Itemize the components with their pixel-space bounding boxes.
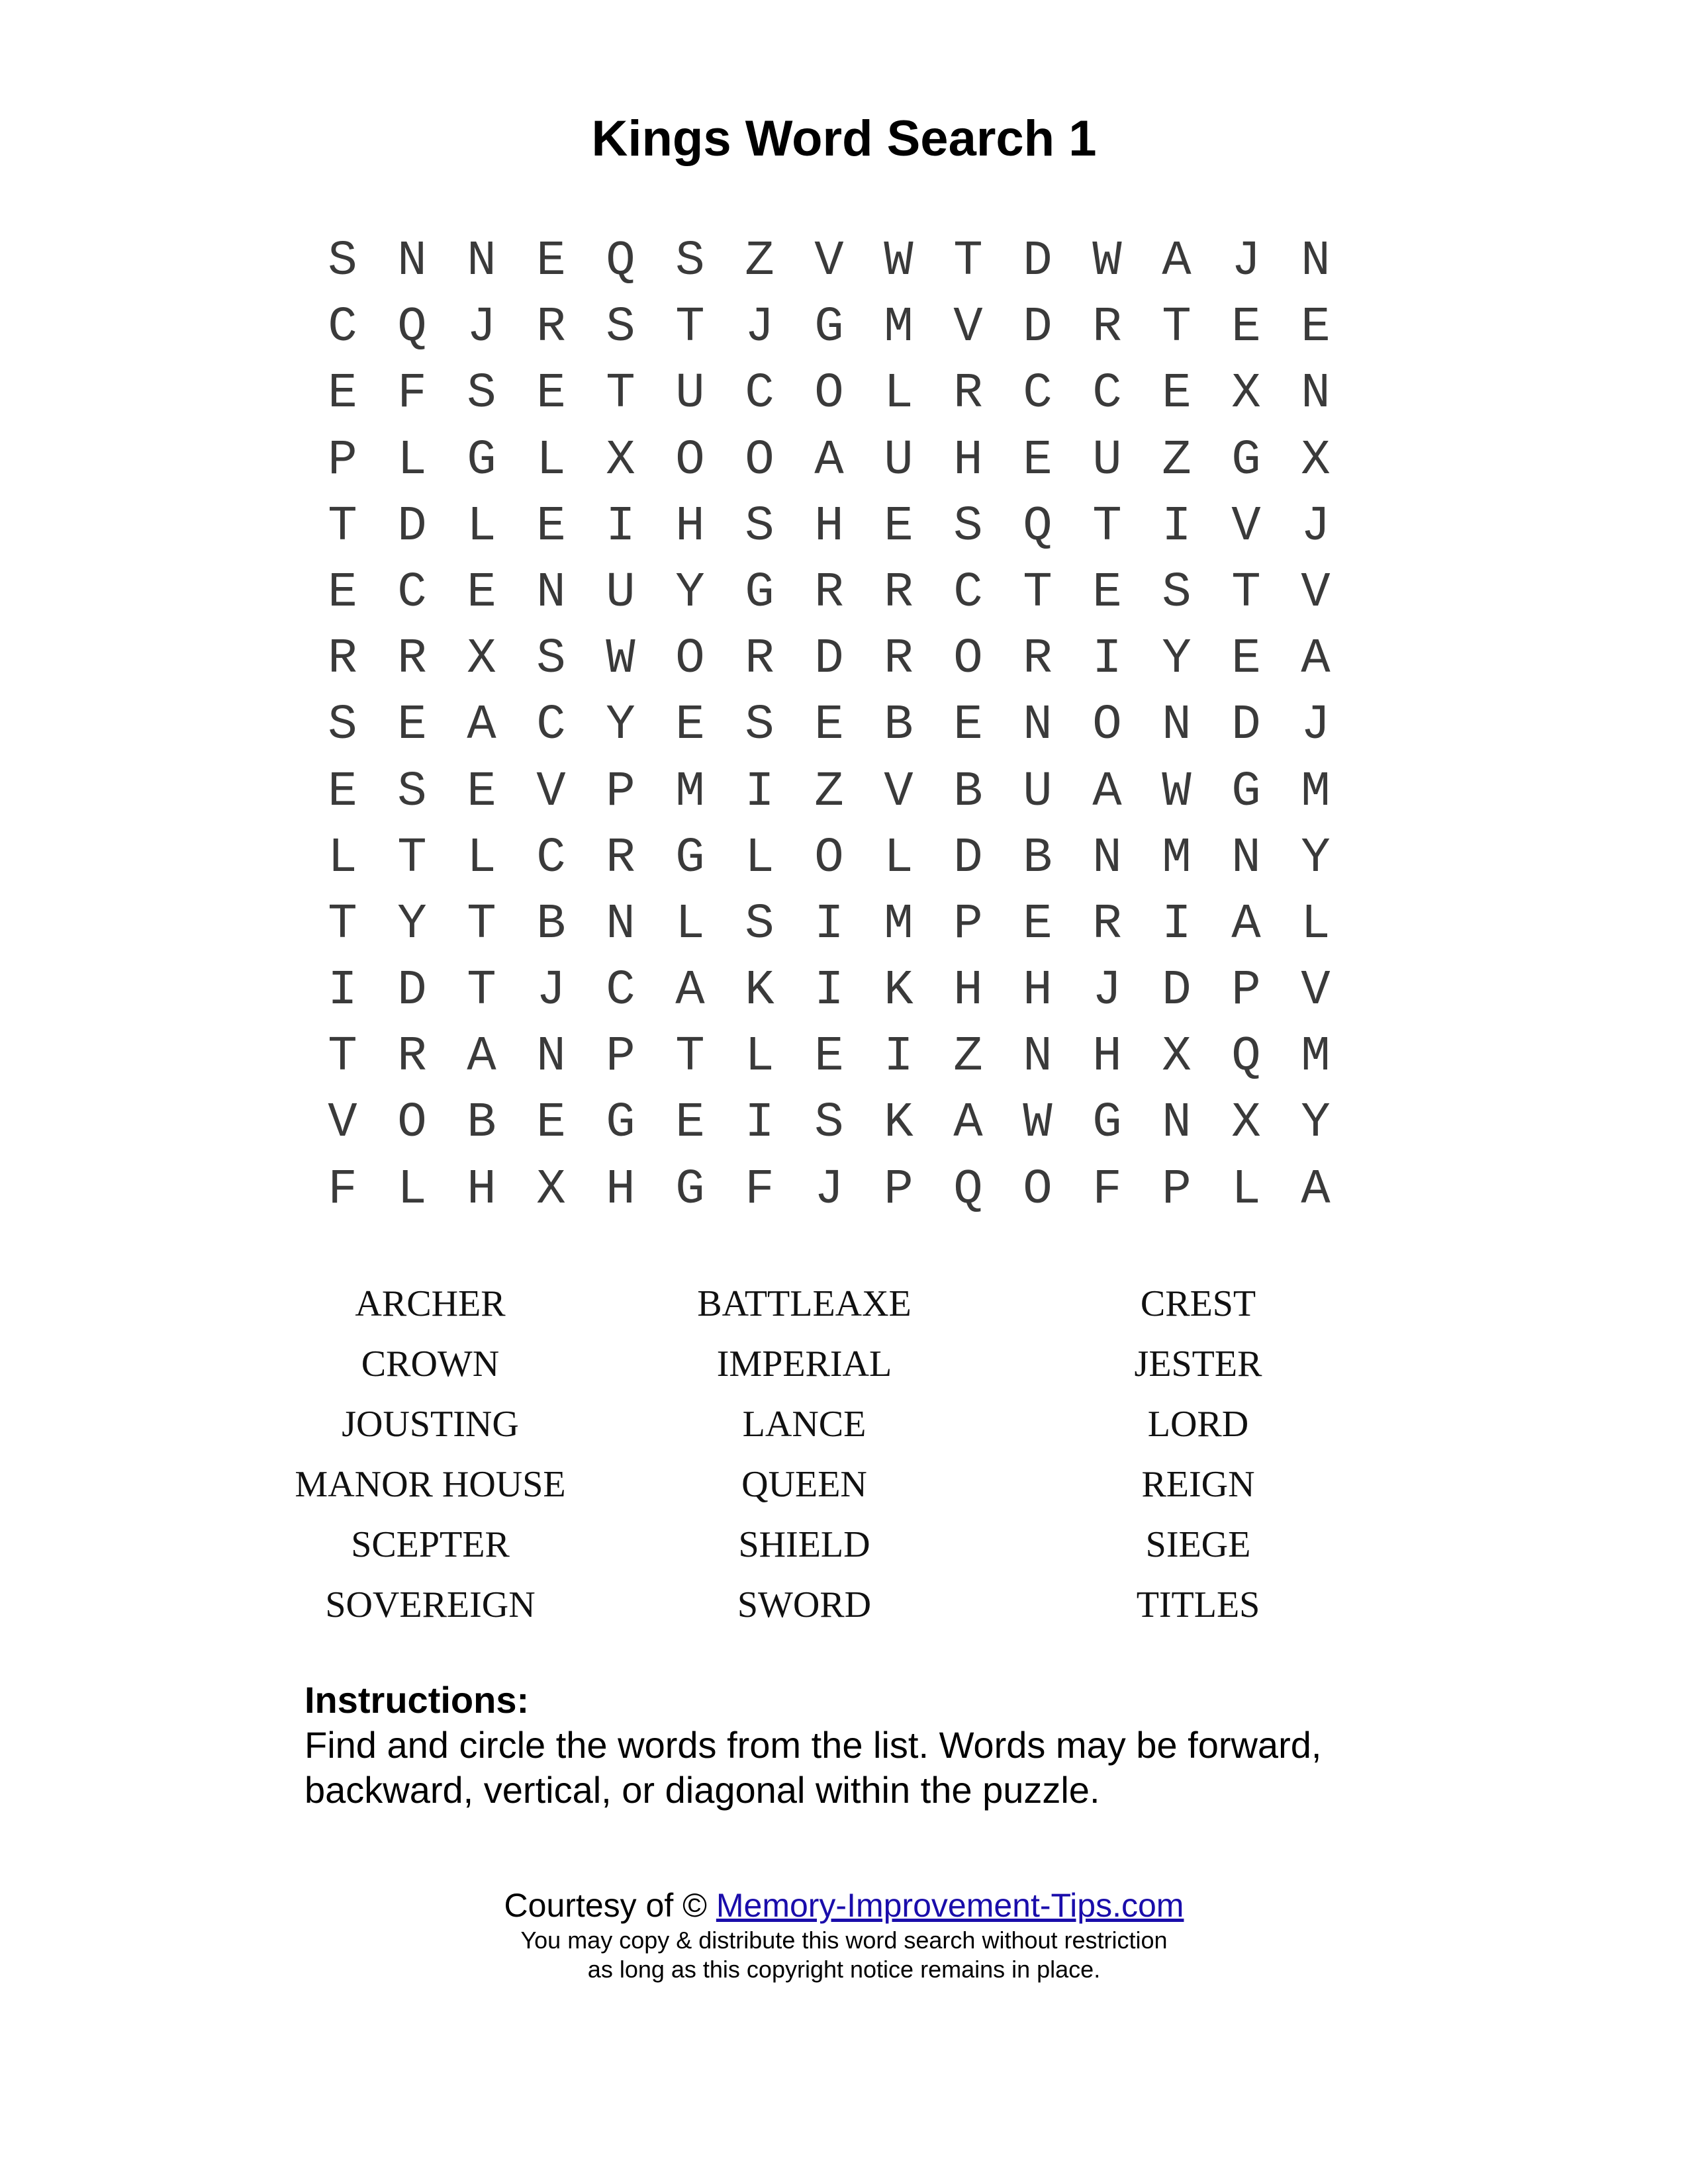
- grid-letter[interactable]: F: [745, 1161, 774, 1218]
- grid-letter[interactable]: U: [675, 366, 705, 422]
- grid-letter[interactable]: T: [953, 234, 983, 289]
- grid-letter[interactable]: T: [606, 366, 635, 422]
- grid-letter[interactable]: O: [814, 366, 844, 422]
- grid-letter[interactable]: M: [884, 896, 914, 952]
- grid-letter[interactable]: B: [467, 1095, 496, 1152]
- grid-letter[interactable]: E: [1023, 896, 1053, 952]
- grid-letter[interactable]: P: [1162, 1161, 1192, 1218]
- grid-letter[interactable]: N: [1301, 234, 1331, 289]
- grid-letter[interactable]: Z: [1162, 432, 1192, 488]
- grid-letter[interactable]: P: [884, 1161, 914, 1218]
- grid-letter[interactable]: E: [1162, 366, 1192, 422]
- word-list-item: QUEEN: [741, 1464, 867, 1505]
- grid-letter[interactable]: T: [467, 896, 496, 952]
- grid-letter[interactable]: C: [536, 830, 566, 886]
- grid-letter[interactable]: G: [1231, 764, 1261, 820]
- grid-letter[interactable]: E: [536, 1095, 566, 1152]
- grid-letter[interactable]: Z: [745, 234, 774, 289]
- grid-letter[interactable]: P: [328, 432, 357, 488]
- grid-letter[interactable]: S: [1162, 565, 1192, 621]
- grid-letter[interactable]: O: [953, 631, 983, 688]
- grid-letter[interactable]: W: [884, 234, 914, 289]
- grid-letter[interactable]: I: [814, 896, 844, 952]
- grid-letter[interactable]: V: [953, 300, 983, 356]
- grid-letter[interactable]: I: [814, 963, 844, 1019]
- instructions-heading: Instructions:: [305, 1679, 530, 1721]
- grid-letter[interactable]: J: [745, 300, 774, 356]
- grid-letter[interactable]: A: [1301, 631, 1331, 688]
- word-search-grid: [308, 228, 1350, 1223]
- word-list-item: SIEGE: [1145, 1524, 1251, 1565]
- grid-letter[interactable]: V: [1301, 565, 1331, 621]
- word-list-item: BATTLEAXE: [697, 1283, 912, 1324]
- word-list-item: SCEPTER: [351, 1524, 510, 1565]
- grid-letter[interactable]: L: [467, 498, 496, 555]
- grid-letter[interactable]: H: [1092, 1029, 1122, 1085]
- grid-letter[interactable]: E: [1231, 631, 1261, 688]
- grid-letter[interactable]: Y: [1301, 830, 1331, 886]
- grid-letter[interactable]: B: [536, 896, 566, 952]
- grid-letter[interactable]: X: [536, 1161, 566, 1218]
- grid-letter[interactable]: I: [1092, 631, 1122, 688]
- courtesy-line: [0, 1885, 1688, 1926]
- grid-letter[interactable]: A: [1301, 1161, 1331, 1218]
- word-list: [265, 1274, 1383, 1635]
- grid-letter[interactable]: R: [745, 631, 774, 688]
- grid-letter[interactable]: S: [745, 896, 774, 952]
- grid-letter[interactable]: D: [814, 631, 844, 688]
- grid-letter[interactable]: T: [1162, 300, 1192, 356]
- grid-letter[interactable]: Q: [1023, 498, 1053, 555]
- grid-letter[interactable]: S: [467, 366, 496, 422]
- grid-letter[interactable]: Y: [606, 698, 635, 754]
- grid-letter[interactable]: N: [536, 1029, 566, 1085]
- grid-letter[interactable]: R: [606, 830, 635, 886]
- word-list-item: TITLES: [1136, 1584, 1260, 1625]
- grid-letter[interactable]: R: [884, 631, 914, 688]
- grid-letter[interactable]: I: [1162, 896, 1192, 952]
- word-list-item: SWORD: [737, 1584, 872, 1625]
- grid-letter[interactable]: M: [884, 300, 914, 356]
- grid-letter[interactable]: L: [467, 830, 496, 886]
- grid-letter[interactable]: Y: [675, 565, 705, 621]
- grid-letter[interactable]: K: [745, 963, 774, 1019]
- grid-letter[interactable]: Y: [1162, 631, 1192, 688]
- grid-letter[interactable]: J: [536, 963, 566, 1019]
- grid-letter[interactable]: U: [1023, 764, 1053, 820]
- grid-letter[interactable]: G: [675, 830, 705, 886]
- grid-letter[interactable]: J: [467, 300, 496, 356]
- word-list-item: SOVEREIGN: [325, 1584, 536, 1625]
- word-list-item: MANOR HOUSE: [295, 1464, 566, 1505]
- word-list-item: CROWN: [361, 1343, 500, 1385]
- grid-letter[interactable]: N: [1162, 698, 1192, 754]
- grid-letter[interactable]: L: [397, 432, 427, 488]
- grid-letter[interactable]: O: [1023, 1161, 1053, 1218]
- grid-letter[interactable]: A: [1162, 234, 1192, 289]
- grid-letter[interactable]: K: [884, 1095, 914, 1152]
- grid-letter[interactable]: O: [675, 432, 705, 488]
- grid-letter[interactable]: M: [1162, 830, 1192, 886]
- grid-letter[interactable]: R: [953, 366, 983, 422]
- grid-letter[interactable]: I: [1162, 498, 1192, 555]
- grid-letter[interactable]: T: [1092, 498, 1122, 555]
- grid-letter[interactable]: G: [675, 1161, 705, 1218]
- grid-letter[interactable]: G: [1231, 432, 1261, 488]
- instructions-body: Find and circle the words from the list. Words may be forward, backward, vertical, or diagonal within the puzzle.: [305, 1724, 1322, 1811]
- grid-letter[interactable]: J: [1301, 498, 1331, 555]
- grid-letter[interactable]: Q: [397, 300, 427, 356]
- grid-letter[interactable]: N: [397, 234, 427, 289]
- grid-letter[interactable]: N: [1023, 1029, 1053, 1085]
- grid-letter[interactable]: U: [606, 565, 635, 621]
- grid-letter[interactable]: L: [675, 896, 705, 952]
- grid-letter[interactable]: C: [1023, 366, 1053, 422]
- word-list-item: REIGN: [1141, 1464, 1255, 1505]
- grid-letter[interactable]: L: [745, 1029, 774, 1085]
- grid-letter[interactable]: R: [536, 300, 566, 356]
- grid-letter[interactable]: E: [814, 698, 844, 754]
- word-list-item: LANCE: [742, 1404, 867, 1445]
- grid-letter[interactable]: D: [1231, 698, 1261, 754]
- grid-letter[interactable]: X: [1231, 1095, 1261, 1152]
- grid-letter[interactable]: E: [467, 764, 496, 820]
- copyright-notice-line-1: You may copy & distribute this word search without restriction: [520, 1927, 1168, 1954]
- word-list-item: JESTER: [1134, 1343, 1262, 1385]
- grid-letter[interactable]: X: [606, 432, 635, 488]
- grid-letter[interactable]: H: [953, 963, 983, 1019]
- grid-letter[interactable]: I: [606, 498, 635, 555]
- grid-letter[interactable]: P: [1231, 963, 1261, 1019]
- grid-letter[interactable]: I: [328, 963, 357, 1019]
- grid-letter[interactable]: A: [467, 698, 496, 754]
- grid-letter[interactable]: T: [675, 300, 705, 356]
- grid-letter[interactable]: C: [1092, 366, 1122, 422]
- grid-letter[interactable]: N: [1301, 366, 1331, 422]
- grid-letter[interactable]: Q: [606, 234, 635, 289]
- grid-letter[interactable]: E: [328, 565, 357, 621]
- grid-letter[interactable]: D: [1023, 234, 1053, 289]
- grid-letter[interactable]: X: [1231, 366, 1261, 422]
- grid-letter[interactable]: E: [675, 698, 705, 754]
- grid-letter[interactable]: N: [606, 896, 635, 952]
- grid-letter[interactable]: N: [467, 234, 496, 289]
- grid-letter[interactable]: B: [884, 698, 914, 754]
- grid-letter[interactable]: E: [884, 498, 914, 555]
- grid-letter[interactable]: R: [884, 565, 914, 621]
- grid-letter[interactable]: W: [1162, 764, 1192, 820]
- grid-letter[interactable]: I: [884, 1029, 914, 1085]
- grid-letter[interactable]: D: [397, 963, 427, 1019]
- grid-letter[interactable]: M: [675, 764, 705, 820]
- grid-letter[interactable]: L: [1301, 896, 1331, 952]
- grid-letter[interactable]: E: [397, 698, 427, 754]
- grid-letter[interactable]: E: [1092, 565, 1122, 621]
- grid-letter[interactable]: O: [397, 1095, 427, 1152]
- grid-letter[interactable]: T: [1231, 565, 1261, 621]
- grid-letter[interactable]: W: [606, 631, 635, 688]
- page-title: Kings Word Search 1: [591, 111, 1097, 167]
- grid-letter[interactable]: C: [328, 300, 357, 356]
- grid-letter[interactable]: J: [1301, 698, 1331, 754]
- grid-letter[interactable]: S: [606, 300, 635, 356]
- grid-letter[interactable]: N: [1023, 698, 1053, 754]
- copyright-notice-line-2: as long as this copyright notice remains in place.: [587, 1956, 1101, 1983]
- grid-letter[interactable]: H: [814, 498, 844, 555]
- grid-letter[interactable]: H: [467, 1161, 496, 1218]
- grid-letter[interactable]: S: [397, 764, 427, 820]
- word-list-item: IMPERIAL: [716, 1343, 892, 1385]
- grid-letter[interactable]: F: [328, 1161, 357, 1218]
- grid-letter[interactable]: R: [328, 631, 357, 688]
- grid-letter[interactable]: Z: [814, 764, 844, 820]
- grid-letter[interactable]: E: [467, 565, 496, 621]
- grid-letter[interactable]: V: [884, 764, 914, 820]
- grid-letter[interactable]: T: [328, 896, 357, 952]
- grid-letter[interactable]: L: [1231, 1161, 1261, 1218]
- grid-letter[interactable]: M: [1301, 764, 1331, 820]
- grid-letter[interactable]: P: [606, 1029, 635, 1085]
- grid-letter[interactable]: X: [1162, 1029, 1192, 1085]
- grid-letter[interactable]: U: [1092, 432, 1122, 488]
- grid-letter[interactable]: S: [814, 1095, 844, 1152]
- grid-letter[interactable]: T: [328, 1029, 357, 1085]
- courtesy-prefix: Courtesy of ©: [504, 1887, 707, 1924]
- word-list-item: CREST: [1140, 1283, 1256, 1324]
- grid-letter[interactable]: R: [814, 565, 844, 621]
- grid-letter[interactable]: V: [1301, 963, 1331, 1019]
- grid-letter[interactable]: F: [397, 366, 427, 422]
- grid-letter[interactable]: P: [606, 764, 635, 820]
- grid-letter[interactable]: Q: [953, 1161, 983, 1218]
- grid-letter[interactable]: G: [606, 1095, 635, 1152]
- grid-letter[interactable]: L: [884, 366, 914, 422]
- grid-letter[interactable]: C: [606, 963, 635, 1019]
- grid-letter[interactable]: A: [1231, 896, 1261, 952]
- grid-letter[interactable]: C: [745, 366, 774, 422]
- grid-letter[interactable]: V: [1231, 498, 1261, 555]
- grid-letter[interactable]: A: [467, 1029, 496, 1085]
- grid-letter[interactable]: N: [1092, 830, 1122, 886]
- grid-letter[interactable]: S: [675, 234, 705, 289]
- grid-letter[interactable]: V: [536, 764, 566, 820]
- grid-letter[interactable]: E: [675, 1095, 705, 1152]
- grid-letter[interactable]: B: [953, 764, 983, 820]
- grid-letter[interactable]: M: [1301, 1029, 1331, 1085]
- grid-letter[interactable]: D: [1162, 963, 1192, 1019]
- footer: [0, 1885, 1688, 1984]
- grid-letter[interactable]: T: [675, 1029, 705, 1085]
- grid-letter[interactable]: E: [536, 498, 566, 555]
- grid-letter[interactable]: E: [953, 698, 983, 754]
- grid-letter[interactable]: E: [536, 234, 566, 289]
- grid-letter[interactable]: Y: [1301, 1095, 1331, 1152]
- grid-letter[interactable]: N: [536, 565, 566, 621]
- grid-letter[interactable]: G: [1092, 1095, 1122, 1152]
- word-list-item: LORD: [1147, 1404, 1249, 1445]
- grid-letter[interactable]: P: [953, 896, 983, 952]
- grid-letter[interactable]: E: [1301, 300, 1331, 356]
- grid-letter[interactable]: C: [536, 698, 566, 754]
- grid-letter[interactable]: X: [1301, 432, 1331, 488]
- grid-letter[interactable]: T: [1023, 565, 1053, 621]
- instructions: [305, 1678, 1430, 1813]
- grid-letter[interactable]: E: [814, 1029, 844, 1085]
- grid-letter[interactable]: O: [745, 432, 774, 488]
- grid-letter[interactable]: T: [328, 498, 357, 555]
- grid-letter[interactable]: T: [397, 830, 427, 886]
- grid-letter[interactable]: V: [328, 1095, 357, 1152]
- grid-letter[interactable]: N: [1162, 1095, 1192, 1152]
- grid-letter[interactable]: L: [397, 1161, 427, 1218]
- grid-letter[interactable]: L: [884, 830, 914, 886]
- grid-letter[interactable]: C: [953, 565, 983, 621]
- grid-letter[interactable]: E: [536, 366, 566, 422]
- grid-letter[interactable]: D: [397, 498, 427, 555]
- grid-letter[interactable]: I: [745, 1095, 774, 1152]
- grid-letter[interactable]: L: [536, 432, 566, 488]
- grid-letter[interactable]: G: [467, 432, 496, 488]
- grid-letter[interactable]: W: [1092, 234, 1122, 289]
- grid-letter[interactable]: F: [1092, 1161, 1122, 1218]
- grid-letter[interactable]: L: [328, 830, 357, 886]
- grid-letter[interactable]: R: [1023, 631, 1053, 688]
- grid-letter[interactable]: W: [1023, 1095, 1053, 1152]
- grid-letter[interactable]: A: [675, 963, 705, 1019]
- grid-letter[interactable]: S: [328, 698, 357, 754]
- grid-letter[interactable]: A: [814, 432, 844, 488]
- grid-letter[interactable]: Y: [397, 896, 427, 952]
- grid-letter[interactable]: R: [1092, 896, 1122, 952]
- grid-letter[interactable]: J: [1092, 963, 1122, 1019]
- grid-letter[interactable]: H: [606, 1161, 635, 1218]
- grid-letter[interactable]: S: [745, 498, 774, 555]
- word-list-item: SHIELD: [738, 1524, 870, 1565]
- grid-letter[interactable]: K: [884, 963, 914, 1019]
- word-list-item: ARCHER: [355, 1283, 506, 1324]
- grid-letter[interactable]: O: [1092, 698, 1122, 754]
- grid-letter[interactable]: J: [814, 1161, 844, 1218]
- grid-letter[interactable]: E: [328, 366, 357, 422]
- grid-letter[interactable]: D: [953, 830, 983, 886]
- grid-letter[interactable]: I: [745, 764, 774, 820]
- grid-letter[interactable]: A: [1092, 764, 1122, 820]
- grid-letter[interactable]: T: [467, 963, 496, 1019]
- grid-letter[interactable]: R: [397, 1029, 427, 1085]
- grid-letter[interactable]: E: [1231, 300, 1261, 356]
- grid-letter[interactable]: J: [1231, 234, 1261, 289]
- grid-letter[interactable]: E: [1023, 432, 1053, 488]
- grid-letter[interactable]: Q: [1231, 1029, 1261, 1085]
- site-link[interactable]: Memory-Improvement-Tips.com: [716, 1887, 1184, 1924]
- grid-letter[interactable]: S: [745, 698, 774, 754]
- grid-letter[interactable]: R: [397, 631, 427, 688]
- grid-letter[interactable]: U: [884, 432, 914, 488]
- grid-letter[interactable]: B: [1023, 830, 1053, 886]
- grid-letter[interactable]: Z: [953, 1029, 983, 1085]
- grid-letter[interactable]: S: [328, 234, 357, 289]
- grid-letter[interactable]: S: [536, 631, 566, 688]
- grid-letter[interactable]: E: [328, 764, 357, 820]
- grid-letter[interactable]: H: [675, 498, 705, 555]
- grid-letter[interactable]: C: [397, 565, 427, 621]
- grid-letter[interactable]: S: [953, 498, 983, 555]
- grid-letter[interactable]: N: [1231, 830, 1261, 886]
- grid-letter[interactable]: V: [814, 234, 844, 289]
- grid-letter[interactable]: G: [745, 565, 774, 621]
- grid-letter[interactable]: L: [745, 830, 774, 886]
- grid-letter[interactable]: H: [953, 432, 983, 488]
- grid-letter[interactable]: A: [953, 1095, 983, 1152]
- grid-letter[interactable]: O: [814, 830, 844, 886]
- grid-letter[interactable]: O: [675, 631, 705, 688]
- grid-letter[interactable]: G: [814, 300, 844, 356]
- grid-letter[interactable]: H: [1023, 963, 1053, 1019]
- grid-letter[interactable]: R: [1092, 300, 1122, 356]
- grid-letter[interactable]: X: [467, 631, 496, 688]
- word-list-item: JOUSTING: [342, 1404, 519, 1445]
- grid-letter[interactable]: D: [1023, 300, 1053, 356]
